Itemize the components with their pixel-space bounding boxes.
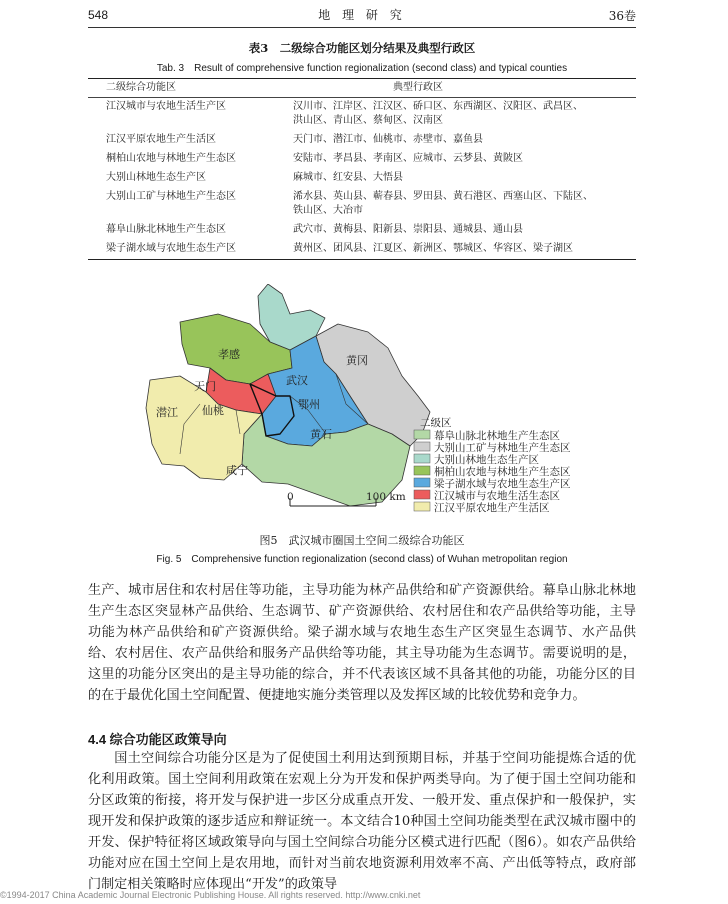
table-row — [88, 131, 636, 150]
legend-item — [414, 489, 560, 502]
zone-name: 大别山工矿与林地生产生态区 — [106, 191, 236, 202]
zone-name: 梁子湖水域与农地生态生产区 — [88, 240, 293, 260]
zone-name: 桐柏山农地与林地生产生态区 — [106, 153, 236, 164]
typical-counties: 浠水县、英山县、蕲春县、罗田县、黄石港区、西塞山区、下陆区、 铁山区、大冶市 — [293, 191, 593, 216]
table-caption-cn: 表3 二级综合功能区划分结果及典型行政区 — [248, 41, 476, 55]
legend-item — [414, 477, 571, 490]
legend-label: 幕阜山脉北林地生产生态区 — [434, 430, 560, 442]
zone-name: 江汉平原农地生产生活区 — [106, 134, 216, 145]
regionalization-map — [140, 284, 590, 518]
table-header-zone: 二级综合功能区 — [88, 79, 293, 98]
body-paragraph: 生产、城市居住和农村居住等功能，主导功能为林产品供给和矿产资源供给。幕阜山脉北林地生产生态区突显林产品供给、生态调节、矿产资源供给、农村居住和农产品供给等功能，主导功能为林产品供给和矿产资源供给。梁子湖水域与农地生态生产区突显生态调节、水产品供给、农村居住、农产品供给和服务产品供给等功能，其主导功能为生态调节。需要说明的是，这里的功能分区突出的是主导功能的综合，并不代表该区域不具备其他的功能，功能分区的目的在于最优化国土空间配置、便捷地实施分类管理以及发挥区域的比较优势和竞争力。 — [88, 583, 636, 703]
map-label-huanggang: 黄冈 — [346, 354, 368, 367]
map-label-xiaogan: 孝感 — [218, 348, 240, 361]
typical-counties: 黄州区、团风县、江夏区、新洲区、鄂城区、华容区、梁子湖区 — [293, 240, 636, 260]
legend-item — [414, 501, 550, 514]
zone-name: 江汉城市与农地生活生产区 — [106, 101, 226, 112]
map-label-wuhan: 武汉 — [286, 374, 308, 387]
map-label-ezhou: 鄂州 — [298, 398, 320, 411]
table-row — [88, 221, 636, 240]
legend-item — [414, 453, 539, 466]
body-paragraph: 国土空间综合功能分区是为了促使国土利用达到预期目标，并基于空间功能提炼合适的优化利用政策。国土空间利用政策在宏观上分为开发和保护两类导向。为了便于国土空间功能和分区政策的衔接，将开发与保护进一步区分成重点开发、一般开发、重点保护和一般保护，实现开发和保护政策的逐步适应和辩证统一。本文结合10种国土空间功能类型在武汉城市圈中的开发、保护特征将区域政策导向与国土空间综合功能分区模式进行匹配（图6）。如农产品供给功能对应在国土空间上是农用地，而针对当前农地资源利用效率不高、产出低等特点，政府部门制定相关策略时应体现出“开发”的政策导 — [88, 751, 636, 892]
map-label-huangshi: 黄石 — [310, 428, 332, 441]
table-row — [88, 240, 636, 260]
table-row — [88, 169, 636, 188]
legend-label: 大别山工矿与林地生产生态区 — [434, 442, 571, 454]
typical-counties: 武穴市、黄梅县、阳新县、崇阳县、通城县、通山县 — [293, 224, 523, 235]
figure-caption-cn: 图5 武汉城市圈国土空间二级综合功能区 — [259, 534, 465, 547]
map-label-xiantao: 仙桃 — [202, 404, 224, 417]
legend-item — [414, 465, 571, 478]
map-label-xianning: 咸宁 — [226, 464, 248, 477]
page-number: 548 — [88, 8, 109, 22]
running-header — [88, 6, 636, 24]
section-heading: 4.4 综合功能区政策导向 — [88, 732, 227, 747]
zone-name: 幕阜山脉北林地生产生态区 — [106, 224, 226, 235]
legend-label: 梁子湖水域与农地生态生产区 — [434, 478, 571, 490]
copyright-footer: ©1994-2017 China Academic Journal Electronic Publishing House. All rights reserved. http://www.cnki.net — [0, 890, 421, 900]
map-label-qianjiang: 潜江 — [156, 406, 178, 419]
legend-item — [414, 441, 571, 454]
map-legend — [414, 417, 571, 514]
map-label-tianmen: 天门 — [194, 380, 216, 393]
table-row — [88, 98, 636, 132]
legend-label: 大别山林地生态生产区 — [434, 454, 539, 466]
table-header-counties: 典型行政区 — [293, 79, 636, 98]
volume: 36卷 — [608, 9, 636, 23]
scale-end: 100 km — [366, 491, 406, 503]
typical-counties: 天门市、潜江市、仙桃市、赤壁市、嘉鱼县 — [293, 134, 483, 145]
table-row — [88, 188, 636, 221]
regionalization-table — [88, 78, 636, 260]
typical-counties: 安陆市、孝昌县、孝南区、应城市、云梦县、黄陂区 — [293, 153, 523, 164]
table-row — [88, 150, 636, 169]
legend-label: 江汉城市与农地生活生态区 — [434, 490, 560, 502]
legend-item — [414, 429, 560, 442]
journal-name: 地 理 研 究 — [318, 8, 406, 22]
legend-label: 桐柏山农地与林地生产生态区 — [434, 466, 571, 478]
header-rule — [88, 27, 636, 28]
scale-start: 0 — [287, 491, 294, 503]
table-caption-en: Tab. 3 Result of comprehensive function regionalization (second class) and typical counties — [156, 63, 568, 74]
typical-counties: 麻城市、红安县、大悟县 — [293, 172, 403, 183]
zone-name: 大别山林地生态生产区 — [106, 172, 206, 183]
figure-caption-en: Fig. 5 Comprehensive function regionalization (second class) of Wuhan metropolitan region — [156, 554, 568, 565]
typical-counties: 汉川市、江岸区、江汉区、硚口区、东西湖区、汉阳区、武昌区、 洪山区、青山区、蔡甸区、汉南区 — [293, 101, 583, 126]
legend-label: 江汉平原农地生产生活区 — [434, 502, 550, 514]
legend-title: 二级区 — [420, 417, 452, 429]
